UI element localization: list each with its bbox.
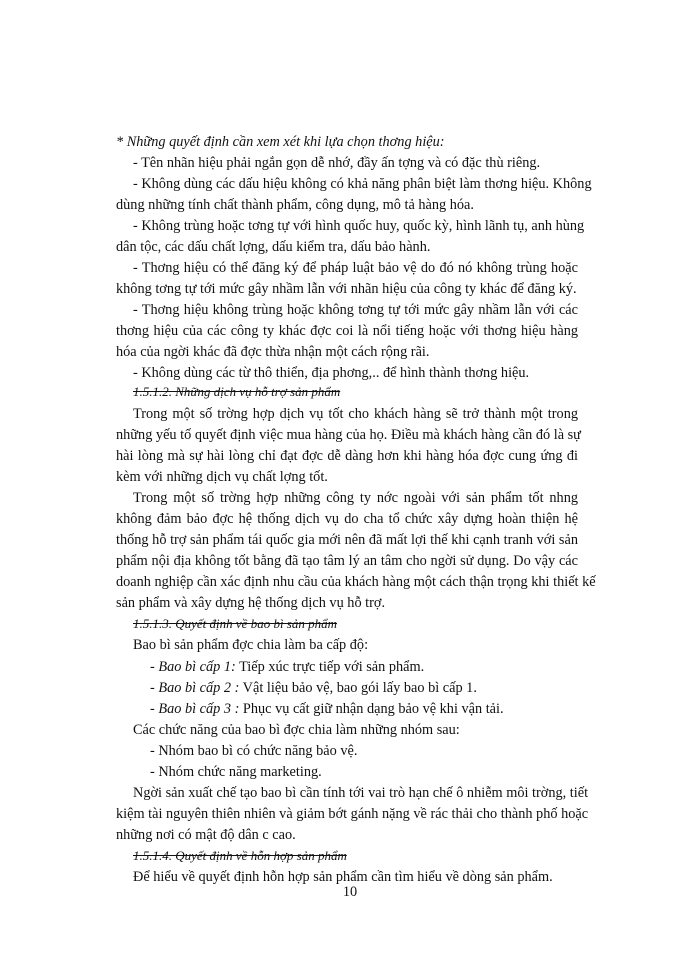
paragraph-line: những yếu tố quyết định việc mua hàng của họ. Điều mà khách hàng cần đó là sự (116, 427, 581, 443)
paragraph-line: kiệm tài nguyên thiên nhiên và giảm bớt gánh nặng về rác thải cho thành phố hoặc (116, 806, 589, 822)
intro-item: - Không trùng hoặc tơng tự với hình quốc huy, quốc kỳ, hình lãnh tụ, anh hùng (133, 218, 585, 234)
packaging-intro: Bao bì sản phẩm đợc chia làm ba cấp độ: (133, 637, 369, 653)
paragraph-line: phẩm nội địa không tốt bằng đã tạo tâm lý an tâm cho ngời sử dụng. Do vậy các (116, 553, 578, 569)
paragraph-line: không đảm bảo đợc hệ thống dịch vụ do cha tổ chức xây dựng hoàn thiện hệ (116, 511, 578, 527)
paragraph-line: hài lòng mà sự hài lòng chỉ đạt đợc dễ dàng hơn khi hàng hóa đợc cung ứng đi (116, 448, 578, 464)
functions-intro: Các chức năng của bao bì đợc chia làm những nhóm sau: (133, 722, 460, 738)
intro-item: hóa của ngời khác đã đợc thừa nhận một cách rộng rãi. (116, 344, 430, 360)
packaging-level-label: - Bao bì cấp 2 : (150, 680, 240, 696)
function-item: - Nhóm bao bì có chức năng bảo vệ. (150, 743, 358, 759)
paragraph-line: sản phẩm và xây dựng hệ thống dịch vụ hỗ trợ. (116, 595, 386, 611)
packaging-level-label: - Bao bì cấp 3 : (150, 701, 240, 717)
paragraph-line: doanh nghiệp cần xác định nhu cầu của khách hàng một cách thận trọng khi thiết kế (116, 574, 596, 590)
page-number: 10 (342, 884, 358, 900)
paragraph-line: thống hỗ trợ sản phẩm tái quốc gia mới nên đã mất lợi thế khi cạnh tranh với sản (116, 532, 578, 548)
section-1513-heading: 1.5.1.3. Quyết định về bao bì sản phẩm (133, 616, 338, 631)
packaging-level (150, 657, 424, 677)
packaging-level-text: Phục vụ cất giữ nhận dạng bảo vệ khi vận tải. (239, 701, 504, 717)
packaging-level (150, 678, 477, 698)
paragraph-line: Trong một số trờng hợp dịch vụ tốt cho khách hàng sẽ trở thành một trong (133, 406, 578, 422)
packaging-level-text: Tiếp xúc trực tiếp với sản phẩm. (235, 659, 425, 675)
paragraph-line: những nơi có mật độ dân c cao. (116, 827, 296, 843)
intro-item: dùng những tính chất thành phẩm, công dụng, mô tả hàng hóa. (116, 197, 474, 213)
intro-item: - Thơng hiệu không trùng hoặc không tơng tự tới mức gây nhầm lẫn với các (133, 302, 578, 318)
function-item: - Nhóm chức năng marketing. (150, 764, 322, 780)
paragraph-line: Trong một số trờng hợp những công ty nớc ngoài với sản phẩm tốt nhng (133, 490, 578, 506)
packaging-level-label: - Bao bì cấp 1: (150, 659, 236, 675)
packaging-level-text: Vật liệu bảo vệ, bao gói lấy bao bì cấp 1. (239, 680, 477, 696)
intro-item: - Không dùng các dấu hiệu không có khả năng phân biệt làm thơng hiệu. Không (133, 176, 592, 192)
section-1514-heading: 1.5.1.4. Quyết định về hỗn hợp sản phẩm (133, 848, 347, 863)
intro-item: thơng hiệu của các công ty khác đợc coi là nổi tiếng hoặc với thơng hiệu hàng (116, 323, 578, 339)
intro-item: - Thơng hiệu có thể đăng ký để pháp luật bảo vệ do đó nó không trùng hoặc (133, 260, 578, 276)
section-1512-heading: 1.5.1.2. Những dịch vụ hỗ trợ sản phẩm (133, 384, 341, 399)
intro-item: không tơng tự tới mức gây nhầm lẫn với nhãn hiệu của công ty khác để đăng ký. (116, 281, 577, 297)
intro-item: - Không dùng các từ thô thiển, địa phơng,.. để hình thành thơng hiệu. (133, 365, 530, 381)
intro-item: dân tộc, các dấu chất lợng, dấu kiểm tra, dấu bảo hành. (116, 239, 431, 255)
packaging-level (150, 699, 504, 719)
section-intro-title: * Những quyết định cần xem xét khi lựa chọn thơng hiệu: (116, 134, 445, 150)
paragraph-line: Ngời sản xuất chế tạo bao bì cần tính tới vai trò hạn chế ô nhiễm môi trờng, tiết (133, 785, 589, 801)
intro-item: - Tên nhãn hiệu phải ngắn gọn dễ nhớ, đầy ấn tợng và có đặc thù riêng. (133, 155, 541, 171)
paragraph-line: Để hiểu về quyết định hỗn hợp sản phẩm cần tìm hiểu về dòng sản phẩm. (133, 869, 553, 885)
paragraph-line: kèm với những dịch vụ chất lợng tốt. (116, 469, 328, 485)
